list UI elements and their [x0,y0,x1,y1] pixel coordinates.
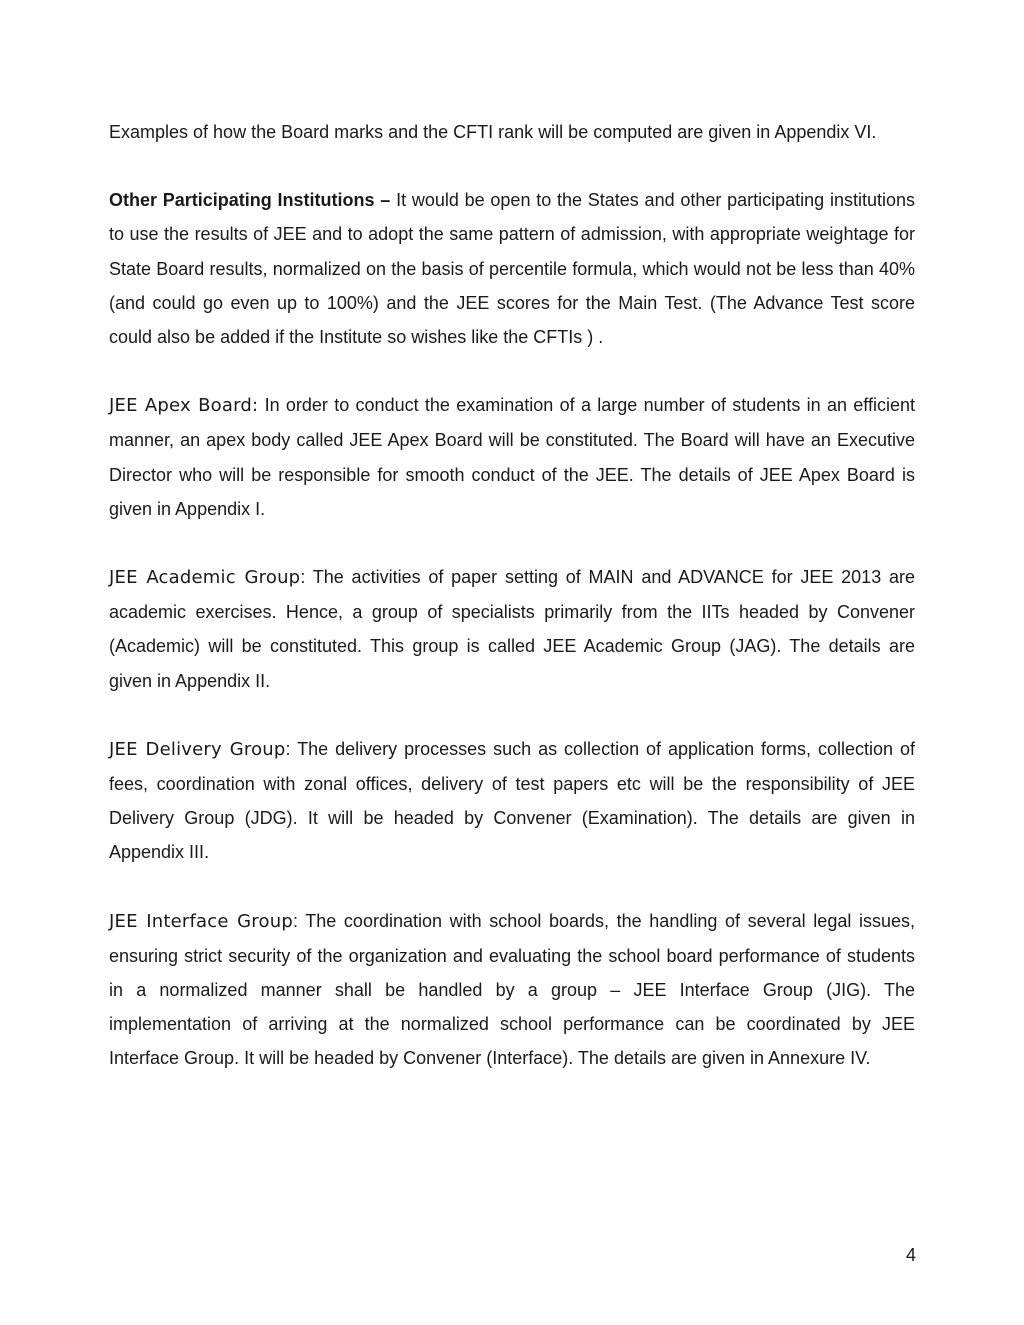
section-heading-jee-apex-board: JEE Apex Board: [109,395,259,417]
section-heading-jee-academic-group: JEE Academic Group [109,567,301,589]
document-body [109,115,915,1110]
paragraph-text: : The coordination with school boards, the handling of several legal issues, ensuring strict security of the organization and evaluating the school board performance of students in a normalized manner shall be handled by a group – JEE Interface Group (JIG). The implementation of arriving at the normalized school performance can be coordinated by JEE Interface Group. It will be headed by Convener (Interface). The details are given in Annexure IV. [109,910,916,1069]
paragraph-other-participating-institutions [109,183,915,354]
paragraph-text: : The delivery processes such as collection of application forms, collection of fees, coordination with zonal offices, delivery of test papers etc will be the responsibility of JEE Delivery Group (JDG). It will be headed by Convener (Examination). The details are given in Appendix III. [109,738,915,863]
page-number: 4 [905,1245,916,1265]
section-heading-other-participating-institutions: Other Participating Institutions – [109,190,391,211]
paragraph-appendix-examples [109,115,915,149]
paragraph-jee-apex-board [109,388,915,526]
section-heading-jee-delivery-group: JEE Delivery Group [109,738,286,760]
paragraph-jee-delivery-group [109,732,915,870]
paragraph-jee-interface-group [109,904,915,1076]
paragraph-text: : The activities of paper setting of MAIN and ADVANCE for JEE 2013 are academic exercises. Hence, a group of specialists primarily from the IITs headed by Convener (Academic) will be constituted. This group is called JEE Academic Group (JAG). The details are given in Appendix II. [109,567,915,691]
paragraph-text: It would be open to the States and other participating institutions to use the results of JEE and to adopt the same pattern of admission, with appropriate weightage for State Board results, normalized on the basis of percentile formula, which would not be less than 40% (and could go even up to 100%) and the JEE scores for the Main Test. (The Advance Test score could also be added if the Institute so wishes like the CFTIs ) . [109,190,915,348]
paragraph-text: Examples of how the Board marks and the CFTI rank will be computed are given in Appendix VI. [109,122,877,142]
paragraph-text: In order to conduct the examination of a large number of students in an efficient manner, an apex body called JEE Apex Board will be constituted. The Board will have an Executive Director who will be responsible for smooth conduct of the JEE. The details of JEE Apex Board is given in Appendix I. [109,395,915,519]
section-heading-jee-interface-group: JEE Interface Group [109,910,293,932]
paragraph-jee-academic-group [109,560,915,698]
